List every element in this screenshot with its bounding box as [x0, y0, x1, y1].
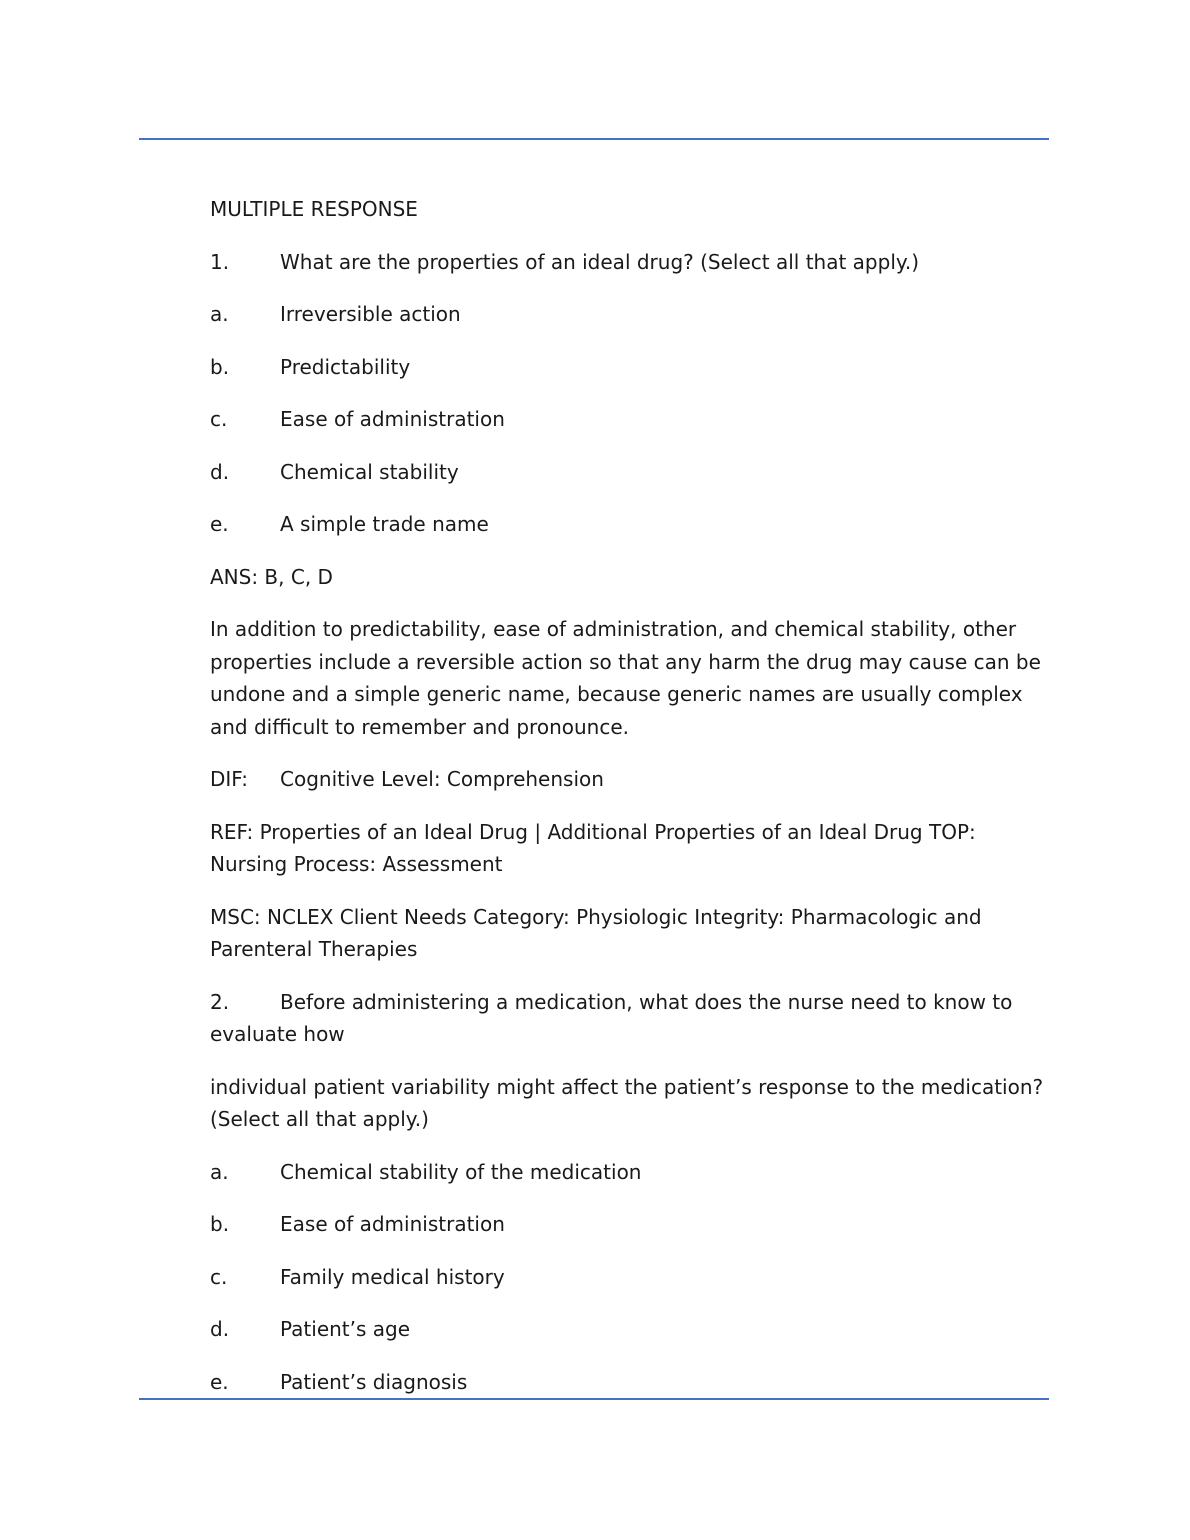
question-text: What are the properties of an ideal drug? (Select all that apply.)	[280, 249, 920, 274]
reference-line: REF: Properties of an Ideal Drug | Additional Properties of an Ideal Drug TOP: Nursing Process: Assessment	[210, 819, 976, 876]
question-1-option-e	[210, 508, 1050, 541]
option-label: e.	[210, 512, 229, 536]
question-2-option-c	[210, 1261, 1050, 1294]
option-label: c.	[210, 1264, 228, 1289]
difficulty-line	[210, 763, 1050, 796]
question-2-option-e	[210, 1366, 1050, 1399]
option-text: Chemical stability	[280, 459, 459, 484]
header-rule	[139, 138, 1049, 140]
option-text: Patient’s age	[280, 1317, 411, 1341]
rationale: In addition to predictability, ease of administration, and chemical stability, other properties include a reversible action so that any harm the drug may cause can be undone and a simple generic name, because generic names are usually complex and difficult to remember and pronounce.	[210, 617, 1041, 739]
option-text: Irreversible action	[280, 302, 461, 326]
msc-line: MSC: NCLEX Client Needs Category: Physiologic Integrity: Pharmacologic and Parenteral Therapies	[210, 904, 982, 961]
question-1-option-d	[210, 456, 1050, 489]
question-2-stem-continued: individual patient variability might affect the patient’s response to the medication? (Select all that apply.)	[210, 1074, 1044, 1131]
question-number: 1.	[210, 249, 230, 274]
question-2-option-a	[210, 1156, 1050, 1189]
question-number: 2.	[210, 989, 230, 1014]
question-text-line-1: Before administering a medication, what does the nurse need to know to evaluate how	[210, 989, 1013, 1046]
difficulty-label: DIF:	[210, 767, 248, 791]
option-label: b.	[210, 1212, 230, 1236]
option-label: a.	[210, 302, 229, 326]
question-1-option-c	[210, 403, 1050, 436]
question-1-option-a	[210, 298, 1050, 331]
question-1-option-b	[210, 351, 1050, 384]
option-text: Patient’s diagnosis	[280, 1369, 468, 1394]
option-text: Predictability	[280, 354, 411, 379]
footer-rule	[139, 1398, 1049, 1400]
question-2-option-d	[210, 1313, 1050, 1346]
option-text: Ease of administration	[280, 1212, 505, 1236]
option-label: d.	[210, 459, 230, 484]
option-label: b.	[210, 354, 230, 379]
difficulty-text: Cognitive Level: Comprehension	[280, 767, 604, 791]
option-label: e.	[210, 1369, 229, 1394]
answer-key: ANS: B, C, D	[210, 564, 333, 589]
option-label: a.	[210, 1159, 229, 1184]
question-1-stem	[210, 246, 1050, 279]
question-2-option-b	[210, 1208, 1050, 1241]
option-label: c.	[210, 407, 228, 431]
option-text: Chemical stability of the medication	[280, 1159, 642, 1184]
option-text: A simple trade name	[280, 512, 489, 536]
option-label: d.	[210, 1317, 230, 1341]
option-text: Family medical history	[280, 1264, 505, 1289]
section-heading: MULTIPLE RESPONSE	[210, 197, 418, 221]
document-body	[210, 193, 1050, 1418]
option-text: Ease of administration	[280, 407, 505, 431]
question-2-stem	[210, 986, 1050, 1051]
